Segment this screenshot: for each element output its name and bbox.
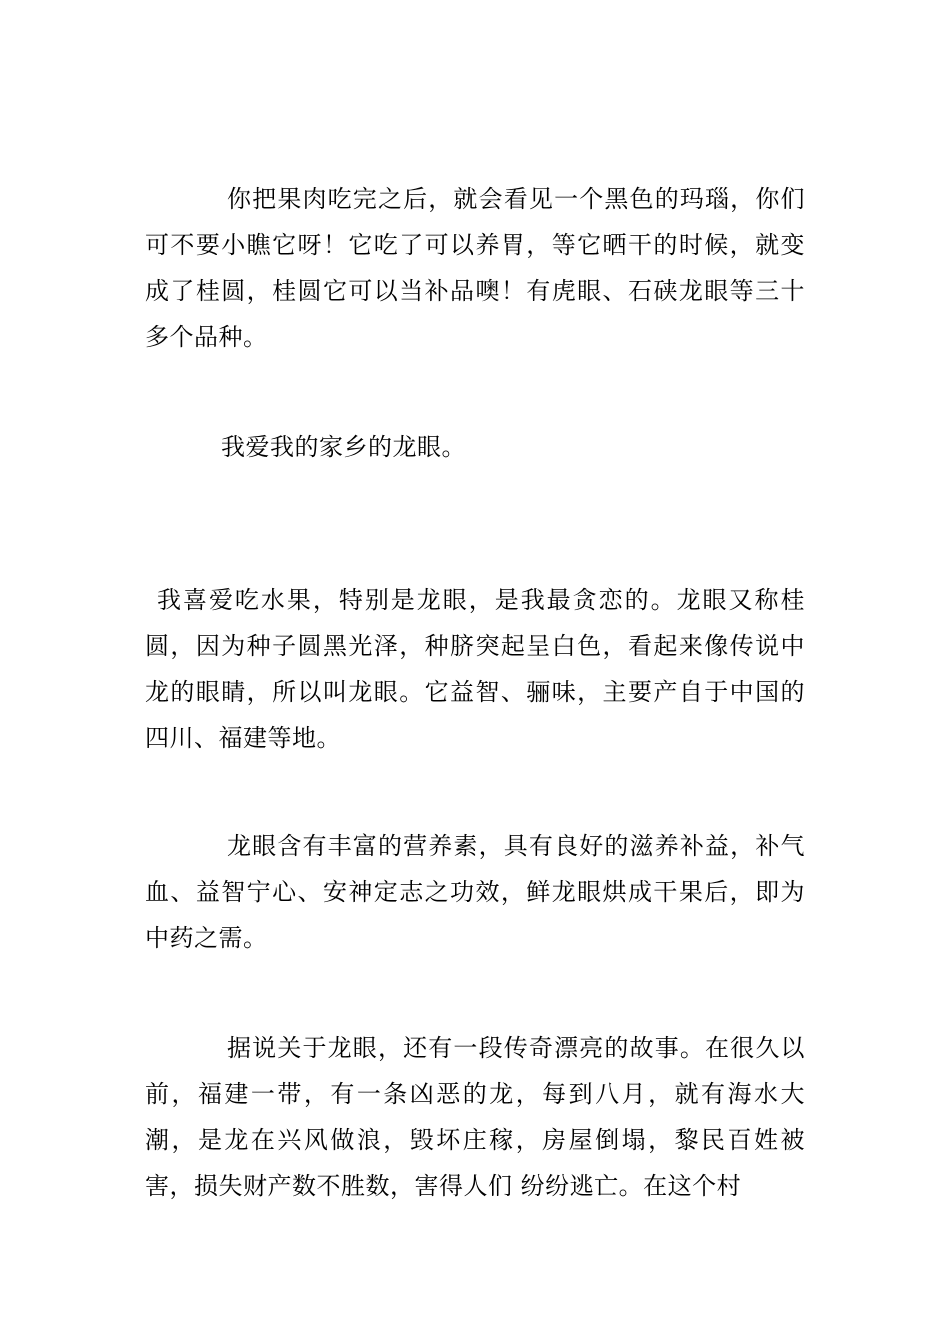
paragraph-longan-fruit: 你把果肉吃完之后，就会看见一个黑色的玛瑙，你们可不要小瞧它呀！它吃了可以养胃，等它晒干的时候，就变成了桂圆，桂圆它可以当补品噢！有虎眼、石硖龙眼等三十多个品种。 bbox=[145, 185, 805, 351]
paragraph-longan-intro: 我喜爱吃水果，特别是龙眼，是我最贪恋的。龙眼又称桂圆，因为种子圆黑光泽，种脐突起呈白色，看起来像传说中龙的眼睛，所以叫龙眼。它益智、骊味，主要产自于中国的四川、福建等地。 bbox=[145, 586, 805, 752]
paragraph-longan-nutrition: 龙眼含有丰富的营养素，具有良好的滋养补益，补气血、益智宁心、安神定志之功效，鲜龙眼烘成干果后，即为中药之需。 bbox=[145, 832, 805, 952]
paragraph-love-hometown: 我爱我的家乡的龙眼。 bbox=[221, 433, 466, 461]
paragraph-longan-legend: 据说关于龙眼，还有一段传奇漂亮的故事。在很久以前，福建一带，有一条凶恶的龙，每到八月，就有海水大潮，是龙在兴风做浪，毁坏庄稼，房屋倒塌，黎民百姓被害，损失财产数不胜数，害得人们 纷纷逃亡。在这个村 bbox=[145, 1034, 805, 1200]
